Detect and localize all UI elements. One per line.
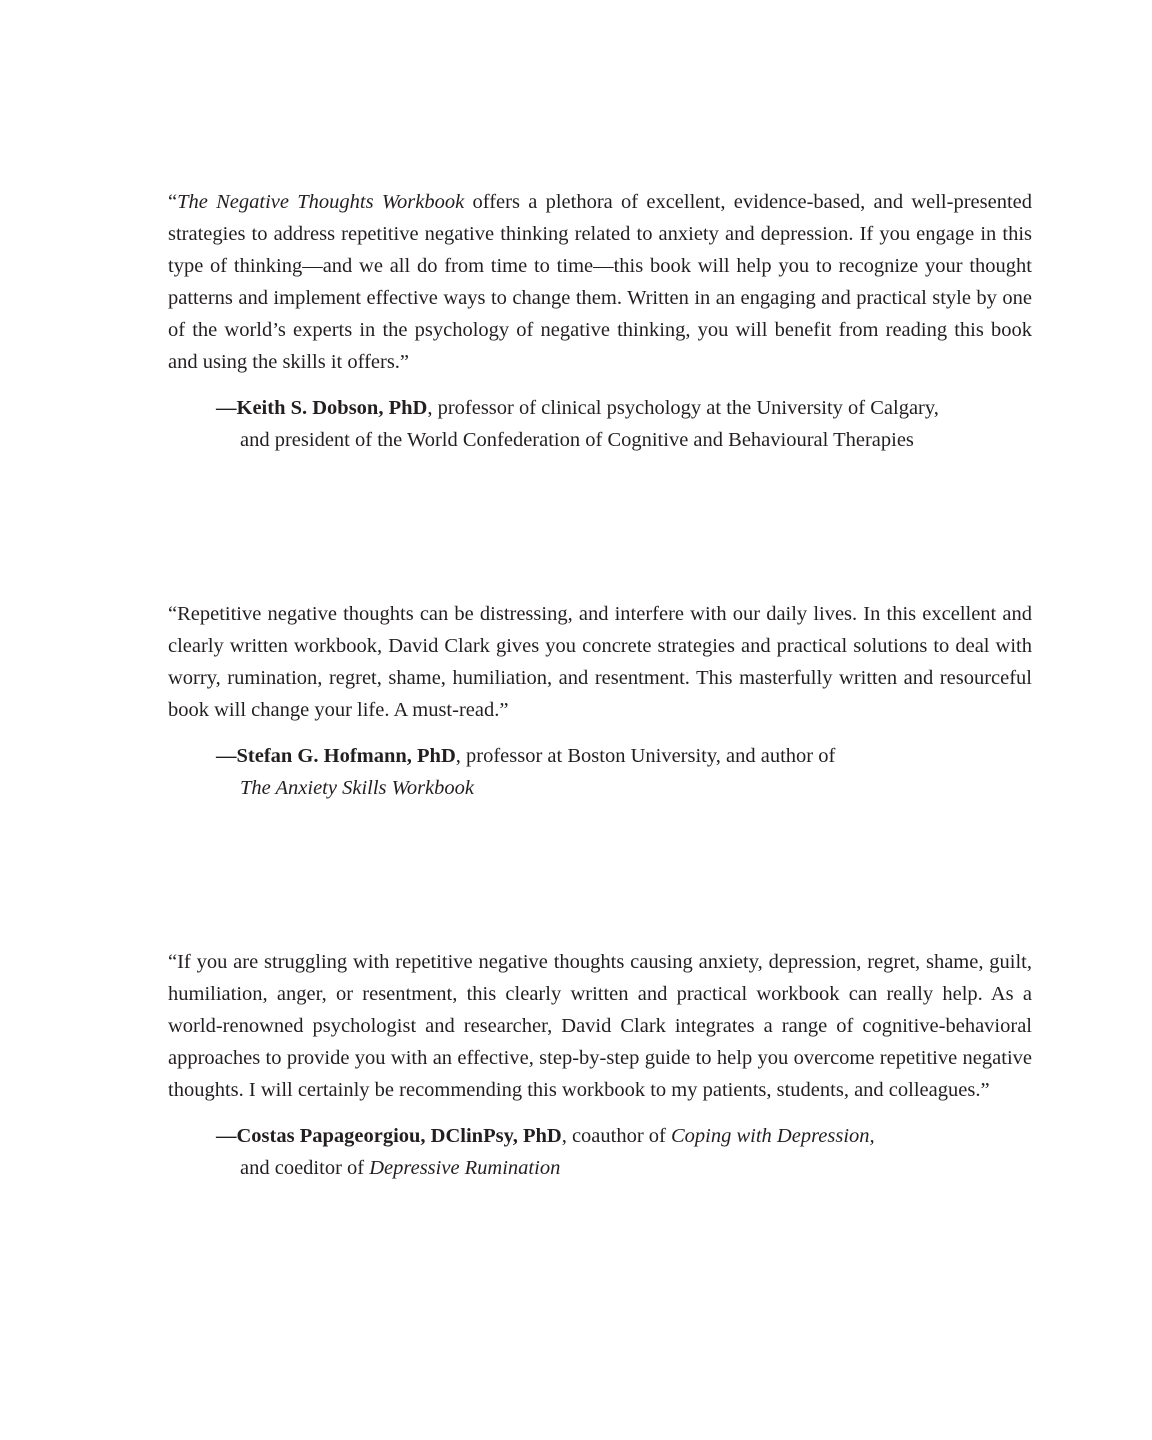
endorsement-quote: “Repetitive negative thoughts can be distressing, and interfere with our daily lives. In this excellent and clearly written workbook, David Clark gives you concrete strategies and practical solutions to deal with worry, rumination, regret, shame, humiliation, and resentment. This masterfully written and resourceful book will change your life. A must-read.” <box>168 603 1032 721</box>
endorsement-quote: “If you are struggling with repetitive negative thoughts causing anxiety, depression, regret, shame, guilt, humiliation, anger, or resentment, this clearly written and practical workbook can really help. As a world-renowned psychologist and researcher, David Clark integrates a range of cognitive-behavioral approaches to provide you with an effective, step-by-step guide to help you overcome repetitive negative thoughts. I will certainly be recommending this workbook to my patients, students, and colleagues.” <box>168 951 1032 1101</box>
quote-open-mark: “ <box>168 191 178 213</box>
endorser-credentials: , professor of clinical psychology at the University of Calgary, <box>427 397 939 419</box>
endorser-edited-title: Depressive Rumination <box>369 1157 561 1179</box>
endorser-dash: — <box>216 397 237 419</box>
endorser-credentials-prefix: and coeditor of <box>240 1157 370 1179</box>
endorser-name: Keith S. Dobson, PhD <box>236 397 428 419</box>
endorser-credentials: , coauthor of <box>561 1125 671 1147</box>
endorsement-quote <box>168 186 1032 378</box>
endorser-credentials: , professor at Boston University, and author of <box>455 745 836 767</box>
endorser-dash: — <box>216 745 237 767</box>
endorsement-attribution <box>216 1120 1032 1184</box>
endorsement-dobson <box>168 186 1032 456</box>
endorser-dash: — <box>216 1125 237 1147</box>
endorser-name: Costas Papageorgiou, DClinPsy, PhD <box>236 1125 562 1147</box>
endorser-credentials-line2: and president of the World Confederation of Cognitive and Behavioural Therapies <box>240 429 914 451</box>
book-title: The Negative Thoughts Workbook <box>177 191 465 213</box>
endorser-credentials-line2 <box>216 1152 1032 1184</box>
quote-text: offers a plethora of excellent, evidence-based, and well-presented strategies to address repetitive negative thinking related to anxiety and depression. If you engage in this type of thinking—and we all do from time to time—this book will help you to recognize your thought patterns and implement effective ways to change them. Written in an engaging and practical style by one of the world’s experts in the psychology of negative thinking, you will benefit from reading this book and using the skills it offers.” <box>168 191 1033 373</box>
endorsement-attribution <box>216 392 1032 456</box>
endorser-name: Stefan G. Hofmann, PhD <box>236 745 456 767</box>
endorsement-hofmann <box>168 598 1032 804</box>
endorser-book-title: Coping with Depression, <box>670 1125 875 1147</box>
endorser-book-title: The Anxiety Skills Workbook <box>240 777 474 799</box>
endorsement-papageorgiou <box>168 946 1032 1184</box>
endorsement-attribution <box>216 740 1032 804</box>
